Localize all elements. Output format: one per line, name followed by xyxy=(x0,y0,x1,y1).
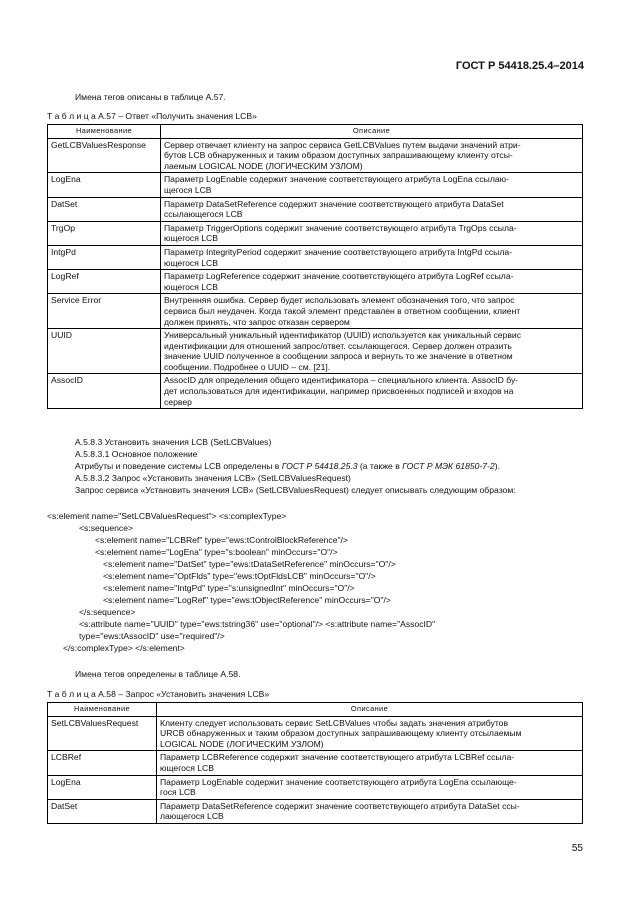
code-line: <s:attribute name="UUID" type="ews:tstring36" use="optional"/> <s:attribute name="AssocID" xyxy=(79,619,436,629)
description-line: сервиса был неудачен. Когда такой элемент представлен в ответном сообщении, клиент xyxy=(164,305,521,316)
description-line: Универсальный уникальный идентификатор (UUID) используется как уникальный сервис xyxy=(164,330,522,341)
description-line: идентификации для отношений запрос/ответ. ссылающегося. Сервер должен отразить xyxy=(164,340,512,351)
table-row xyxy=(48,138,583,173)
description-cell xyxy=(161,294,583,329)
tag-name-cell: LogEna xyxy=(48,775,157,799)
description-line: сервер xyxy=(164,396,192,407)
table-row xyxy=(48,374,583,409)
code-line: <s:element name="IntgPd" type="s:unsignedInt" minOccurs="O"/> xyxy=(103,583,355,593)
table58-header-desc: Описание xyxy=(157,703,583,717)
description-line: гося LCB xyxy=(160,787,196,798)
table57-header-name: Наименование xyxy=(48,125,161,139)
description-line: ющегося LCB xyxy=(164,233,218,244)
section-a5831: А.5.8.3.1 Основное положение xyxy=(75,449,198,459)
description-line: должен принять, что запрос отказан сервером xyxy=(164,316,350,327)
table-a57 xyxy=(47,124,583,409)
code-line: <s:element name="LogRef" type="ews:tObjectReference" minOccurs="O"/> xyxy=(103,595,391,605)
description-line: Параметр IntegrityPeriod содержит значение соответствующего атрибута IntgPd ссыла- xyxy=(164,246,513,257)
document-header: ГОСТ Р 54418.25.4–2014 xyxy=(455,60,584,72)
tag-name-cell: LogEna xyxy=(48,173,161,197)
description-line: ющегося LCB xyxy=(164,257,218,268)
description-line: Параметр LogEnable содержит значение соответствующего атрибута LogEna ссылающе- xyxy=(160,776,517,787)
description-line: значение UUID полученное в сообщении запроса и вернуть то же значение в ответном xyxy=(164,351,513,362)
table-row xyxy=(48,245,583,269)
description-line: дет использоваться для идентификации, например присвоенных подписей и входов на xyxy=(164,386,514,397)
description-cell xyxy=(161,270,583,294)
intro-table57: Имена тегов описаны в таблице А.57. xyxy=(75,92,226,102)
description-line: бутов LCB обнаруженных и таким образом доступных запрашивающему клиенту отсы- xyxy=(164,150,513,161)
request-paragraph: Запрос сервиса «Установить значения LCB» (SetLCBValuesRequest) следует описывать следующим образом: xyxy=(75,485,516,495)
table-row xyxy=(48,716,583,751)
description-line: Параметр LogReference содержит значение соответствующего атрибута LogRef ссыла- xyxy=(164,271,514,282)
tag-name-cell: DatSet xyxy=(48,799,157,823)
description-line: лающегося LCB xyxy=(160,811,224,822)
page-number: 55 xyxy=(571,843,583,854)
description-cell xyxy=(157,775,583,799)
tag-name-cell: IntgPd xyxy=(48,245,161,269)
table58-header-name: Наименование xyxy=(48,703,157,717)
description-line: щегося LCB xyxy=(164,184,212,195)
description-line: Параметр LogEnable содержит значение соответствующего атрибута LogEna ссылаю- xyxy=(164,174,509,185)
code-line: <s:element name="DatSet" type="ews:tDataSetReference" minOccurs="O"/> xyxy=(103,559,396,569)
table-row xyxy=(48,270,583,294)
description-cell xyxy=(161,374,583,409)
description-line: LOGICAL NODE (ЛОГИЧЕСКИМ УЗЛОМ) xyxy=(160,738,324,749)
description-cell xyxy=(161,197,583,221)
tag-name-cell: DatSet xyxy=(48,197,161,221)
attributes-text-a: Атрибуты и поведение системы LCB определены в xyxy=(75,461,282,471)
description-line: ссылающегося LCB xyxy=(164,209,243,220)
table-row xyxy=(48,197,583,221)
table-row xyxy=(48,221,583,245)
description-cell xyxy=(157,716,583,751)
reference-iec-61850: ГОСТ Р МЭК 61850-7-2 xyxy=(402,461,495,471)
description-cell xyxy=(161,245,583,269)
tag-name-cell: SetLCBValuesRequest xyxy=(48,716,157,751)
tag-name-cell: AssocID xyxy=(48,374,161,409)
code-line: <s:element name="OptFlds" type="ews:tOptFldsLCB" minOccurs="O"/> xyxy=(103,571,376,581)
description-line: Параметр TriggerOptions содержит значение соответствующего атрибута TrgOps ссыла- xyxy=(164,222,517,233)
description-line: URCB обнаруженных и таким образом доступных запрашивающему клиенту отсылаемым xyxy=(160,728,522,739)
table-a58 xyxy=(47,702,583,824)
description-line: Параметр LCBReference содержит значение соответствующего атрибута LCBRef ссыла- xyxy=(160,752,515,763)
description-cell xyxy=(161,138,583,173)
code-line: <s:element name="LogEna" type="s:boolean" minOccurs="O"/> xyxy=(95,547,338,557)
tag-name-cell: LogRef xyxy=(48,270,161,294)
table57-header-desc: Описание xyxy=(161,125,583,139)
description-cell xyxy=(161,173,583,197)
description-cell xyxy=(161,221,583,245)
description-line: Сервер отвечает клиенту на запрос сервиса GetLCBValues путем выдачи значений атри- xyxy=(164,139,521,150)
table-row xyxy=(48,294,583,329)
intro-table58: Имена тегов определены в таблице А.58. xyxy=(75,669,241,679)
attributes-paragraph xyxy=(75,461,500,472)
description-cell xyxy=(157,751,583,775)
attributes-text-c: ). xyxy=(494,461,500,471)
code-line: <s:element name="SetLCBValuesRequest"> <s:complexType> xyxy=(47,511,287,521)
description-line: сообщении. Подробнее о UUID – см. [21]. xyxy=(164,361,331,372)
description-line: Клиенту следует использовать сервис SetLCBValues чтобы задать значения атрибутов xyxy=(160,717,509,728)
table-row xyxy=(48,775,583,799)
reference-gost-25-3: ГОСТ Р 54418.25.3 xyxy=(281,461,358,471)
section-a583: А.5.8.3 Установить значения LCB (SetLCBValues) xyxy=(75,437,272,447)
tag-name-cell: TrgOp xyxy=(48,221,161,245)
description-cell xyxy=(161,329,583,374)
tag-name-cell: UUID xyxy=(48,329,161,374)
code-line: <s:sequence> xyxy=(79,523,133,533)
table58-caption: Т а б л и ц а А.58 – Запрос «Установить значения LCB» xyxy=(47,689,270,699)
description-line: AssocID для определения общего идентификатора – специального клиента. AssocID бу- xyxy=(164,375,519,386)
description-line: ющегося LCB xyxy=(164,281,218,292)
description-line: Параметр DataSetReference содержит значение соответствующего атрибута DataSet ссы- xyxy=(160,800,520,811)
tag-name-cell: LCBRef xyxy=(48,751,157,775)
code-line: </s:sequence> xyxy=(79,607,136,617)
code-line: type="ews:tAssocID" use="required"/> xyxy=(79,631,225,641)
table-row xyxy=(48,173,583,197)
code-line: <s:element name="LCBRef" type="ews:tControlBlockReference"/> xyxy=(95,535,348,545)
description-line: Параметр DataSetReference содержит значение соответствующего атрибута DataSet xyxy=(164,198,504,209)
code-line: </s:complexType> </s:element> xyxy=(63,643,185,653)
description-line: ющегося LCB xyxy=(160,762,214,773)
tag-name-cell: Service Error xyxy=(48,294,161,329)
table57-caption: Т а б л и ц а А.57 – Ответ «Получить значения LCB» xyxy=(47,111,257,121)
description-line: лаемым LOGICAL NODE (ЛОГИЧЕСКИМ УЗЛОМ) xyxy=(164,160,363,171)
table-row xyxy=(48,751,583,775)
table-row xyxy=(48,799,583,823)
section-a5832: А.5.8.3.2 Запрос «Установить значения LCB» (SetLCBValuesRequest) xyxy=(75,473,351,483)
attributes-text-b: (а также в xyxy=(357,461,403,471)
tag-name-cell: GetLCBValuesResponse xyxy=(48,138,161,173)
description-cell xyxy=(157,799,583,823)
description-line: Внутренняя ошибка. Сервер будет использовать элемент обозначения того, что запрос xyxy=(164,295,515,306)
table-row xyxy=(48,329,583,374)
